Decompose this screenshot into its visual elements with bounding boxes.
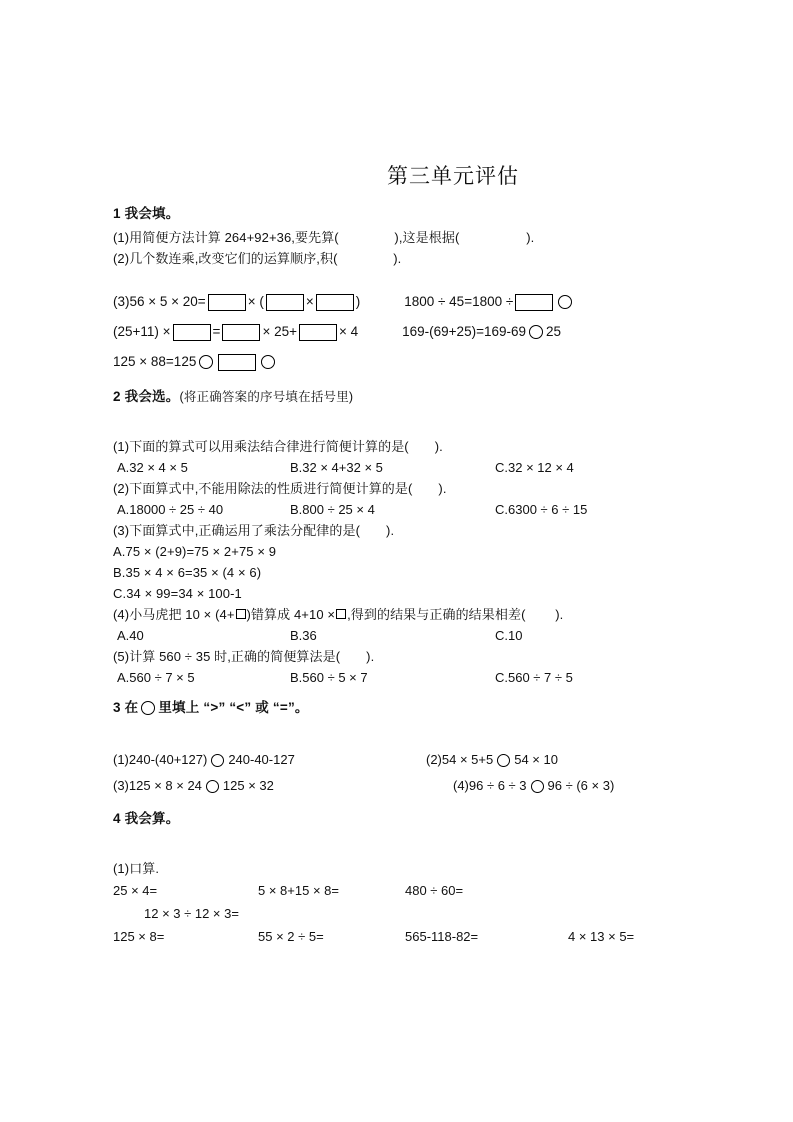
option-a[interactable]: A.560 ÷ 7 × 5 bbox=[117, 670, 195, 685]
section-2-question-1-options bbox=[113, 457, 693, 478]
option-a[interactable]: A.40 bbox=[117, 628, 144, 643]
answer-circle[interactable] bbox=[206, 780, 219, 793]
spacer bbox=[113, 832, 693, 858]
answer-circle[interactable] bbox=[558, 295, 572, 309]
option-b[interactable]: B.32 × 4+32 × 5 bbox=[290, 460, 383, 475]
calc-expression[interactable]: 55 × 2 ÷ 5= bbox=[258, 929, 324, 944]
q4-right-tail: 25 bbox=[546, 324, 562, 339]
section-2-question-5-options bbox=[113, 667, 693, 688]
answer-box[interactable] bbox=[515, 294, 553, 311]
section-2-question-2-options bbox=[113, 499, 693, 520]
section-2-question-1-stem: (1)下面的算式可以用乘法结合律进行简便计算的是( ). bbox=[113, 439, 443, 454]
section-2-question-3-stem: (3)下面算式中,正确运用了乘法分配律的是( ). bbox=[113, 523, 395, 538]
answer-circle[interactable] bbox=[211, 754, 224, 767]
section-2-question-5-stem: (5)计算 560 ÷ 35 时,正确的简便算法是( ). bbox=[113, 649, 375, 664]
section-2-heading-sub: (将正确答案的序号填在括号里) bbox=[179, 390, 354, 404]
calc-expression[interactable]: 25 × 4= bbox=[113, 883, 158, 898]
spacer bbox=[113, 410, 693, 436]
section-4-subheading: (1)口算. bbox=[113, 861, 160, 876]
answer-box[interactable] bbox=[266, 294, 304, 311]
q3-left-prefix: (3)56 × 5 × 20= bbox=[113, 294, 206, 309]
section-3-heading-part-b: 里填上 “>” “<” 或 “=”。 bbox=[158, 700, 309, 715]
section-1-question-4-row bbox=[113, 317, 693, 347]
q4-stem-part-c: ,得到的结果与正确的结果相差( ). bbox=[347, 607, 564, 622]
answer-box[interactable] bbox=[173, 324, 211, 341]
section-2-question-4-stem bbox=[113, 604, 693, 625]
compare-item-3 bbox=[113, 773, 274, 799]
answer-box[interactable] bbox=[218, 354, 256, 371]
calc-expression[interactable]: 12 × 3 ÷ 12 × 3= bbox=[144, 906, 239, 921]
answer-box[interactable] bbox=[316, 294, 354, 311]
spacer bbox=[113, 721, 693, 747]
q4-left-suffix: × 4 bbox=[338, 324, 359, 339]
answer-box[interactable] bbox=[208, 294, 246, 311]
option-c[interactable]: C.6300 ÷ 6 ÷ 15 bbox=[495, 502, 588, 517]
calc-expression[interactable]: 125 × 8= bbox=[113, 929, 165, 944]
answer-box[interactable] bbox=[299, 324, 337, 341]
section-2-question-3-option-c[interactable]: C.34 × 99=34 × 100-1 bbox=[113, 586, 242, 601]
section-4-calc-row-2 bbox=[113, 902, 693, 925]
blank-square-icon[interactable] bbox=[236, 609, 246, 619]
compare-item-1 bbox=[113, 747, 295, 773]
section-2-question-3-option-a[interactable]: A.75 × (2+9)=75 × 2+75 × 9 bbox=[113, 544, 277, 559]
compare-left-expr: (1)240-(40+127) bbox=[113, 752, 208, 767]
answer-circle bbox=[141, 701, 155, 715]
q4-left-eq: = bbox=[212, 324, 221, 339]
document-body bbox=[113, 160, 693, 948]
section-4-calc-row-3 bbox=[113, 925, 693, 948]
q3-left-suffix: ) bbox=[355, 294, 361, 309]
q4-left-prefix: (25+11) × bbox=[113, 324, 171, 339]
q4-stem-part-a: (4)小马虎把 10 × (4+ bbox=[113, 607, 235, 622]
section-2-question-2-stem: (2)下面算式中,不能用除法的性质进行简便计算的是( ). bbox=[113, 481, 447, 496]
option-b[interactable]: B.800 ÷ 25 × 4 bbox=[290, 502, 375, 517]
option-a[interactable]: A.32 × 4 × 5 bbox=[117, 460, 188, 475]
option-b[interactable]: B.560 ÷ 5 × 7 bbox=[290, 670, 368, 685]
section-4-heading: 4 我会算。 bbox=[113, 811, 180, 826]
q4-right: 169-(69+25)=169-69 bbox=[402, 324, 526, 339]
compare-left-expr: (2)54 × 5+5 bbox=[426, 752, 494, 767]
compare-item-2 bbox=[426, 747, 558, 773]
answer-circle[interactable] bbox=[261, 355, 275, 369]
blank-square-icon[interactable] bbox=[336, 609, 346, 619]
option-a[interactable]: A.18000 ÷ 25 ÷ 40 bbox=[117, 502, 224, 517]
compare-right-expr: 125 × 32 bbox=[222, 778, 274, 793]
compare-left-expr: (4)96 ÷ 6 ÷ 3 bbox=[453, 778, 527, 793]
section-1-heading: 1 我会填。 bbox=[113, 206, 180, 221]
answer-circle[interactable] bbox=[531, 780, 544, 793]
answer-circle[interactable] bbox=[497, 754, 510, 767]
q5-prefix: 125 × 88=125 bbox=[113, 354, 197, 369]
compare-right-expr: 96 ÷ (6 × 3) bbox=[547, 778, 615, 793]
section-3-heading-part-a: 3 在 bbox=[113, 700, 139, 715]
section-3-heading bbox=[113, 698, 693, 718]
section-2-question-3-option-b[interactable]: B.35 × 4 × 6=35 × (4 × 6) bbox=[113, 565, 262, 580]
compare-left-expr: (3)125 × 8 × 24 bbox=[113, 778, 202, 793]
section-3-row-2 bbox=[113, 773, 693, 799]
q4-stem-part-b: )错算成 4+10 × bbox=[246, 607, 336, 622]
section-2-heading bbox=[113, 387, 693, 407]
calc-expression[interactable]: 480 ÷ 60= bbox=[405, 883, 464, 898]
section-3-row-1 bbox=[113, 747, 693, 773]
section-4-calc-row-1 bbox=[113, 879, 693, 902]
q3-left-mid: × ( bbox=[247, 294, 264, 309]
answer-circle[interactable] bbox=[199, 355, 213, 369]
section-1-question-1: (1)用简便方法计算 264+92+36,要先算( ),这是根据( ). bbox=[113, 230, 535, 245]
q4-left-mid: × 25+ bbox=[262, 324, 297, 339]
option-c[interactable]: C.32 × 12 × 4 bbox=[495, 460, 574, 475]
option-c[interactable]: C.10 bbox=[495, 628, 523, 643]
spacer bbox=[113, 269, 693, 287]
compare-item-4 bbox=[453, 773, 614, 799]
section-1-question-3-row bbox=[113, 287, 693, 317]
section-1-question-2: (2)几个数连乘,改变它们的运算顺序,积( ). bbox=[113, 251, 402, 266]
answer-circle[interactable] bbox=[529, 325, 543, 339]
calc-expression[interactable]: 565-118-82= bbox=[405, 929, 479, 944]
compare-right-expr: 54 × 10 bbox=[514, 752, 558, 767]
option-b[interactable]: B.36 bbox=[290, 628, 317, 643]
answer-box[interactable] bbox=[222, 324, 260, 341]
calc-expression[interactable]: 4 × 13 × 5= bbox=[568, 929, 635, 944]
option-c[interactable]: C.560 ÷ 7 ÷ 5 bbox=[495, 670, 573, 685]
calc-expression[interactable]: 5 × 8+15 × 8= bbox=[258, 883, 339, 898]
compare-right-expr: 240-40-127 bbox=[228, 752, 295, 767]
section-2-heading-label: 2 我会选。 bbox=[113, 389, 180, 404]
section-2-question-4-options bbox=[113, 625, 693, 646]
page-title: 第三单元评估 bbox=[387, 164, 519, 188]
q3-left-mid2: × bbox=[305, 294, 314, 309]
section-1-question-5-row bbox=[113, 347, 693, 377]
q3-right-prefix: 1800 ÷ 45=1800 ÷ bbox=[404, 294, 514, 309]
